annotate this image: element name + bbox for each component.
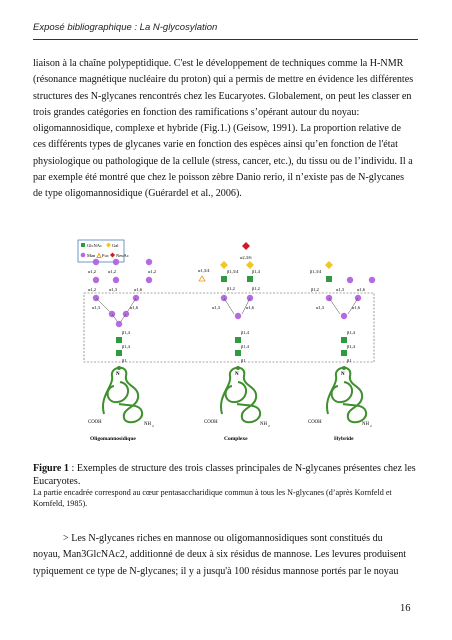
svg-text:GlcNAc: GlcNAc	[87, 243, 102, 248]
svg-text:α1,6: α1,6	[130, 305, 138, 310]
page-header: Exposé bibliographique : La N-glycosylation	[33, 22, 218, 33]
structure-hybride	[310, 261, 375, 363]
svg-text:Complexe: Complexe	[224, 436, 248, 442]
svg-text:β1,4: β1,4	[241, 330, 249, 335]
text-line: par exemple été montré que chez le poisson zèbre Danio rerio, il n’existe pas de N-glycanes	[33, 172, 405, 184]
svg-text:α1,6: α1,6	[246, 305, 254, 310]
svg-text:β1,3/4: β1,3/4	[310, 269, 322, 274]
svg-text:β1,4: β1,4	[122, 330, 130, 335]
svg-text:β1,3/4: β1,3/4	[227, 269, 239, 274]
text-line: ces différents types de glycanes varie en fonction des espèces ainsi qu’en fonction de l'état	[33, 139, 398, 151]
svg-text:β1: β1	[347, 358, 352, 363]
svg-text:α1,2: α1,2	[148, 269, 156, 274]
page-number: 16	[400, 603, 411, 614]
text-line: > Les N-glycanes riches en mannose ou oligomannosidiques sont constitués du	[63, 533, 383, 544]
svg-text:N: N	[116, 372, 120, 377]
svg-text:α1,3: α1,3	[336, 287, 344, 292]
paragraph-oligomannose	[33, 531, 419, 580]
svg-text:COOH: COOH	[204, 420, 218, 425]
svg-text:β1,2: β1,2	[227, 286, 235, 291]
text-line: de type oligomannosidique (Guérardel et al., 2006).	[33, 188, 242, 200]
svg-text:β1,2: β1,2	[311, 287, 319, 292]
svg-text:α1,3: α1,3	[212, 305, 220, 310]
structure-oligomannosidique	[88, 259, 156, 363]
svg-text:α1,2: α1,2	[88, 269, 96, 274]
svg-text:α1,3/4: α1,3/4	[198, 268, 210, 273]
svg-text:α1,2: α1,2	[108, 269, 116, 274]
svg-text:α1,2: α1,2	[88, 287, 96, 292]
header-rule	[33, 39, 418, 40]
svg-text:NH: NH	[362, 422, 369, 427]
text-line: structures des N-glycanes rencontrés chez les Eucaryotes. Globalement, on peut les classer en	[33, 90, 412, 102]
svg-text:COOH: COOH	[88, 420, 102, 425]
structure-complexe	[198, 242, 261, 363]
text-line: oligomannosidique, complexe et hybride (Fig.1.) (Geisow, 1991). La proportion relative de	[33, 123, 401, 135]
svg-text:α1,6: α1,6	[352, 305, 360, 310]
svg-text:COOH: COOH	[308, 420, 322, 425]
svg-text:α1,3: α1,3	[109, 287, 117, 292]
svg-text:Fuc: Fuc	[102, 253, 109, 258]
svg-text:N: N	[341, 372, 345, 377]
glycan-diagram	[74, 236, 378, 453]
svg-text:NH: NH	[144, 422, 151, 427]
core-box	[84, 293, 374, 362]
svg-text:NH: NH	[260, 422, 267, 427]
svg-text:α2,3/6: α2,3/6	[240, 255, 252, 260]
text-line: (résonance magnétique nucléaire du proton) qui a permis de mettre en évidence les différentes	[33, 74, 414, 86]
text-line: trois grandes catégories en fonction des ramifications s’opérant autour du noyau:	[33, 106, 360, 118]
paragraph-intro	[33, 56, 419, 203]
svg-text:β1,4: β1,4	[252, 269, 260, 274]
svg-text:β1,4: β1,4	[347, 330, 355, 335]
svg-text:α1,6: α1,6	[134, 287, 142, 292]
svg-text:β1: β1	[122, 358, 127, 363]
svg-text:2: 2	[268, 424, 270, 428]
glycan-figure	[74, 236, 378, 453]
text-line: liaison à la chaîne polypeptidique. C'est le développement de techniques comme la H-NMR	[33, 58, 404, 69]
svg-text:β1,2: β1,2	[252, 286, 260, 291]
svg-text:β1: β1	[241, 358, 246, 363]
figure-legend	[78, 240, 129, 262]
svg-text:Gal: Gal	[112, 243, 119, 248]
svg-text:α1,3: α1,3	[316, 305, 324, 310]
text-line: physiologique ou pathologique de la cellule (stress, cancer, etc.), du tissu ou de l’individu. Il a	[33, 155, 413, 167]
svg-text:Hybride: Hybride	[334, 436, 354, 442]
svg-text:α1,6: α1,6	[357, 287, 365, 292]
svg-text:2: 2	[370, 424, 372, 428]
svg-text:β1,4: β1,4	[241, 344, 249, 349]
figure-note: La partie encadrée correspond au cœur pentasaccharidique commun à tous les N-glycanes (d’après Kornfeld et Kornfeld, 1985).	[33, 488, 392, 508]
figure-caption-text: : Exemples de structure des trois classes principales de N-glycanes présentes chez les Eucaryotes.	[33, 463, 416, 487]
text-line: noyau, Man3GlcNAc2, additionné de deux à six résidus de mannose. Les levures produisent	[33, 549, 407, 561]
svg-text:β1,4: β1,4	[347, 344, 355, 349]
figure-caption	[33, 462, 419, 488]
svg-text:β1,4: β1,4	[122, 344, 130, 349]
svg-text:NeuAc: NeuAc	[116, 253, 129, 258]
svg-text:Oligomannosidique: Oligomannosidique	[90, 436, 136, 442]
svg-text:N: N	[235, 372, 239, 377]
svg-text:α1,3: α1,3	[92, 305, 100, 310]
text-line: typiquement ce type de N-glycanes; il y a jusqu'à 100 résidus mannose portés par le noyau	[33, 565, 399, 577]
svg-text:Man: Man	[87, 253, 96, 258]
figure-number: Figure 1	[33, 463, 69, 474]
svg-text:2: 2	[152, 424, 154, 428]
